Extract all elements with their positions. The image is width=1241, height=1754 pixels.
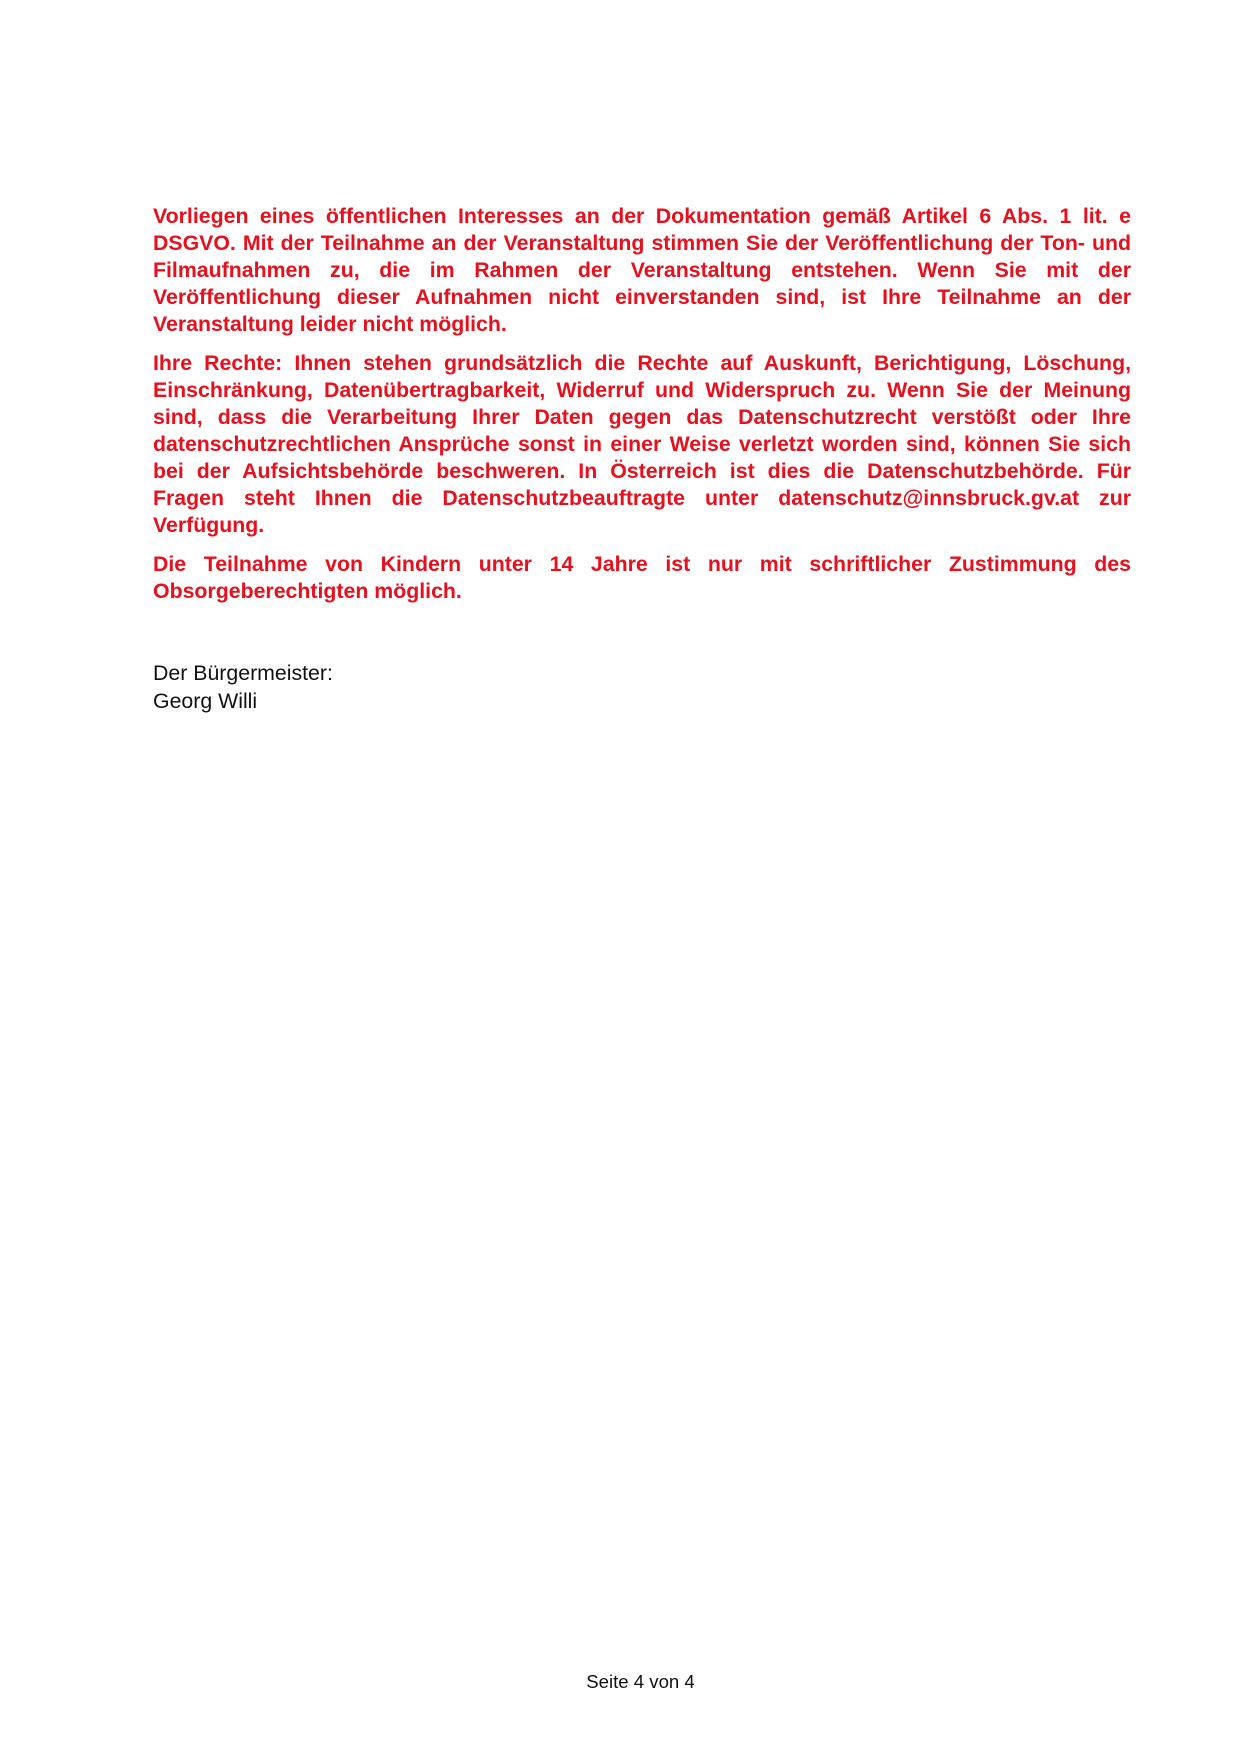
signature-block	[153, 659, 333, 715]
page-number: Seite 4 von 4	[586, 1671, 695, 1692]
paragraph-children-consent: Die Teilnahme von Kindern unter 14 Jahre ist nur mit schriftlicher Zustimmung des Obsorgeberechtigten möglich.	[153, 552, 1131, 603]
body-text	[153, 203, 1131, 605]
paragraph-rights: Ihre Rechte: Ihnen stehen grundsätzlich die Rechte auf Auskunft, Berichtigung, Löschung, Einschränkung, Datenübertragbarkeit, Widerruf und Widerspruch zu. Wenn Sie der Meinung sind, dass die Verarbeitung Ihrer Daten gegen das Datenschutzrecht verstößt oder Ihre datenschutzrechtlichen Ansprüche sonst in einer Weise verletzt worden sind, können Sie sich bei der Aufsichtsbehörde beschweren. In Österreich ist dies die Datenschutzbehörde. Für Fragen steht Ihnen die Datenschutzbeauftragte unter datenschutz@innsbruck.gv.at zur Verfügung.	[153, 351, 1131, 537]
signature-role: Der Bürgermeister:	[153, 661, 333, 685]
paragraph-public-interest: Vorliegen eines öffentlichen Interesses an der Dokumentation gemäß Artikel 6 Abs. 1 lit. e DSGVO. Mit der Teilnahme an der Veranstaltung stimmen Sie der Veröffentlichung der Ton- und Filmaufnahmen zu, die im Rahmen der Veranstaltung entstehen. Wenn Sie mit der Veröffentlichung dieser Aufnahmen nicht einverstanden sind, ist Ihre Teilnahme an der Veranstaltung leider nicht möglich.	[153, 204, 1131, 336]
signature-name: Georg Willi	[153, 689, 258, 713]
